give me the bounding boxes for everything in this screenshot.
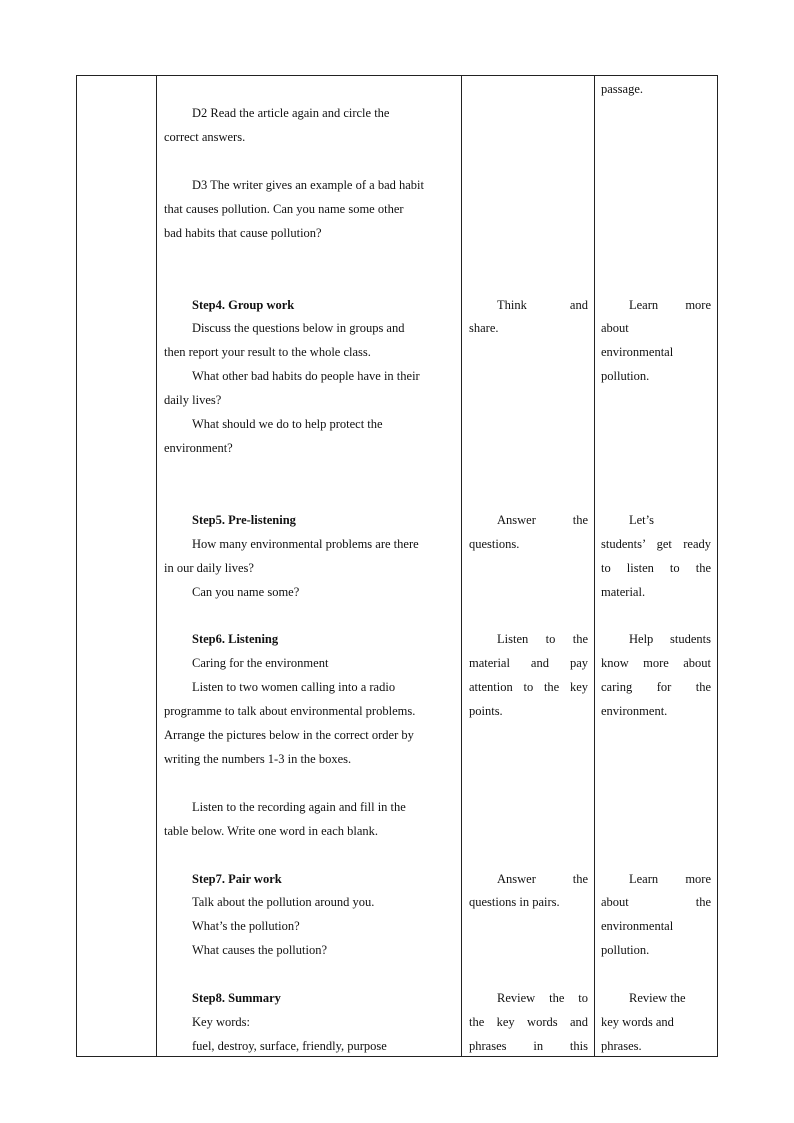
procedure-text-line: Arrange the pictures below in the correct order by xyxy=(164,728,414,742)
purpose-text-line: Help students xyxy=(629,632,711,646)
purpose-text-line: about the xyxy=(601,895,711,909)
purpose-text-line: Let’s xyxy=(629,513,654,527)
activity-text-line: questions. xyxy=(469,537,520,551)
procedure-text-line: D2 Read the article again and circle the xyxy=(192,106,390,120)
procedure-step-heading: Step7. Pair work xyxy=(192,872,282,886)
procedure-text-line: What causes the pollution? xyxy=(192,943,328,957)
purpose-text-line: environmental xyxy=(601,345,674,359)
procedure-text-line: environment? xyxy=(164,441,233,455)
procedure-text-line: correct answers. xyxy=(164,130,246,144)
activity-text-line: attention to the key xyxy=(469,680,588,694)
activity-text-line: points. xyxy=(469,704,503,718)
procedure-text-line: Listen to the recording again and fill in the xyxy=(192,800,406,814)
purpose-text-line: students’ get ready xyxy=(601,537,711,551)
procedure-text-line: in our daily lives? xyxy=(164,561,254,575)
column-divider xyxy=(594,76,595,1056)
procedure-text-line: Listen to two women calling into a radio xyxy=(192,680,396,694)
procedure-text-line: Key words: xyxy=(192,1015,250,1029)
column-divider xyxy=(461,76,462,1056)
procedure-text-line: bad habits that cause pollution? xyxy=(164,226,322,240)
procedure-text-line: then report your result to the whole class. xyxy=(164,345,371,359)
procedure-text-line: fuel, destroy, surface, friendly, purpose xyxy=(192,1039,387,1053)
procedure-text-line: programme to talk about environmental problems. xyxy=(164,704,416,718)
purpose-text-line: pollution. xyxy=(601,943,650,957)
activity-text-line: Review the to xyxy=(497,991,588,1005)
activity-text-line: material and pay xyxy=(469,656,588,670)
purpose-text-line: caring for the xyxy=(601,680,711,694)
purpose-text-line: environment. xyxy=(601,704,668,718)
procedure-step-heading: Step4. Group work xyxy=(192,298,295,312)
procedure-text-line: table below. Write one word in each blank. xyxy=(164,824,379,838)
activity-text-line: the key words and xyxy=(469,1015,588,1029)
procedure-text-line: Caring for the environment xyxy=(192,656,329,670)
procedure-text-line: daily lives? xyxy=(164,393,222,407)
procedure-text-line: What should we do to help protect the xyxy=(192,417,383,431)
purpose-text-line: key words and xyxy=(601,1015,674,1029)
purpose-text-line: Learn more xyxy=(629,872,711,886)
procedure-step-heading: Step6. Listening xyxy=(192,632,279,646)
purpose-text-line: know more about xyxy=(601,656,711,670)
procedure-text-line: Can you name some? xyxy=(192,585,300,599)
activity-text-line: questions in pairs. xyxy=(469,895,560,909)
procedure-text-line: Talk about the pollution around you. xyxy=(192,895,375,909)
procedure-text-line: How many environmental problems are there xyxy=(192,537,419,551)
purpose-text-line: to listen to the xyxy=(601,561,711,575)
procedure-step-heading: Step8. Summary xyxy=(192,991,281,1005)
activity-text-line: Answer the xyxy=(497,872,588,886)
purpose-text-line: material. xyxy=(601,585,646,599)
procedure-text-line: writing the numbers 1-3 in the boxes. xyxy=(164,752,352,766)
lesson-plan-table xyxy=(76,75,718,1057)
procedure-text-line: What’s the pollution? xyxy=(192,919,300,933)
procedure-text-line: Discuss the questions below in groups and xyxy=(192,321,405,335)
purpose-text-line: environmental xyxy=(601,919,674,933)
activity-text-line: Think and xyxy=(497,298,588,312)
purpose-text-line: about xyxy=(601,321,629,335)
procedure-text-line: D3 The writer gives an example of a bad habit xyxy=(192,178,424,192)
purpose-text-line: pollution. xyxy=(601,369,650,383)
activity-text-line: share. xyxy=(469,321,499,335)
activity-text-line: Answer the xyxy=(497,513,588,527)
column-divider xyxy=(156,76,157,1056)
procedure-text-line: that causes pollution. Can you name some other xyxy=(164,202,404,216)
purpose-text-line: phrases. xyxy=(601,1039,642,1053)
activity-text-line: Listen to the xyxy=(497,632,588,646)
procedure-text-line: What other bad habits do people have in their xyxy=(192,369,420,383)
purpose-text-line: Learn more xyxy=(629,298,711,312)
purpose-text-line: passage. xyxy=(601,82,643,96)
procedure-step-heading: Step5. Pre-listening xyxy=(192,513,296,527)
activity-text-line: phrases in this xyxy=(469,1039,588,1053)
purpose-text-line: Review the xyxy=(629,991,686,1005)
